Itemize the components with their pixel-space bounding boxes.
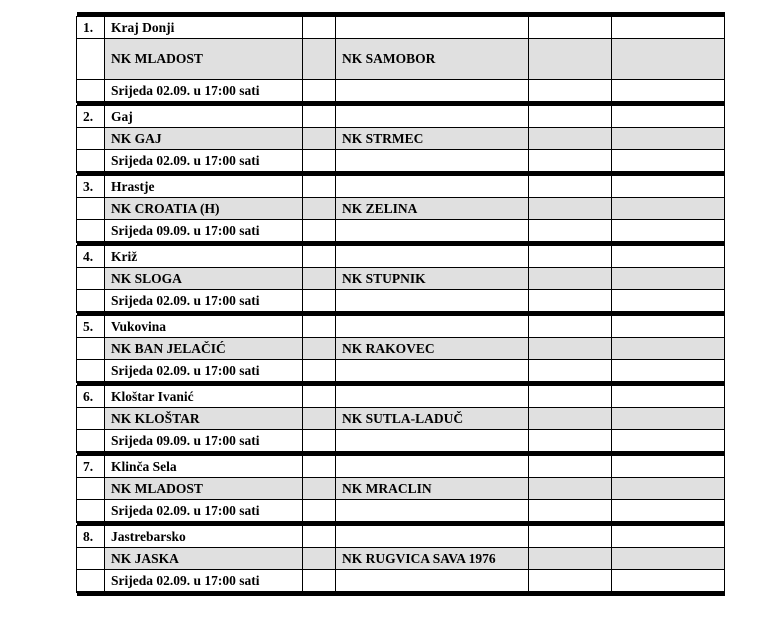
match-venue-row	[77, 106, 725, 128]
match-venue: Klinča Sela	[105, 456, 303, 478]
match-time-row	[77, 360, 725, 383]
match-number: 6.	[77, 386, 105, 408]
match-teams-row	[77, 128, 725, 150]
match-time: Srijeda 02.09. u 17:00 sati	[105, 500, 303, 523]
table-bottom-rule	[77, 592, 725, 596]
match-time: Srijeda 02.09. u 17:00 sati	[105, 290, 303, 313]
match-number: 1.	[77, 17, 105, 39]
match-time: Srijeda 02.09. u 17:00 sati	[105, 80, 303, 103]
away-team: NK ZELINA	[336, 198, 529, 220]
match-teams-row	[77, 338, 725, 360]
match-teams-row	[77, 268, 725, 290]
match-time: Srijeda 02.09. u 17:00 sati	[105, 150, 303, 173]
match-venue: Jastrebarsko	[105, 526, 303, 548]
match-venue: Kraj Donji	[105, 17, 303, 39]
match-number: 5.	[77, 316, 105, 338]
match-teams-row	[77, 548, 725, 570]
match-venue: Gaj	[105, 106, 303, 128]
home-team: NK MLADOST	[105, 478, 303, 500]
home-team: NK BAN JELAČIĆ	[105, 338, 303, 360]
match-teams-row	[77, 478, 725, 500]
match-venue-row	[77, 386, 725, 408]
home-team: NK KLOŠTAR	[105, 408, 303, 430]
match-venue-row	[77, 17, 725, 39]
match-time-row	[77, 290, 725, 313]
match-venue-row	[77, 526, 725, 548]
home-team: NK SLOGA	[105, 268, 303, 290]
match-venue: Vukovina	[105, 316, 303, 338]
away-team: NK RAKOVEC	[336, 338, 529, 360]
away-team: NK SUTLA-LADUČ	[336, 408, 529, 430]
match-time-row	[77, 150, 725, 173]
match-number: 3.	[77, 176, 105, 198]
match-time-row	[77, 500, 725, 523]
match-number: 8.	[77, 526, 105, 548]
match-venue-row	[77, 316, 725, 338]
home-team: NK CROATIA (H)	[105, 198, 303, 220]
match-time: Srijeda 02.09. u 17:00 sati	[105, 570, 303, 593]
home-team: NK GAJ	[105, 128, 303, 150]
match-time-row	[77, 570, 725, 593]
match-time: Srijeda 09.09. u 17:00 sati	[105, 220, 303, 243]
match-teams-row	[77, 198, 725, 220]
match-number: 2.	[77, 106, 105, 128]
match-venue-row	[77, 176, 725, 198]
match-time: Srijeda 02.09. u 17:00 sati	[105, 360, 303, 383]
match-venue: Križ	[105, 246, 303, 268]
match-venue: Kloštar Ivanić	[105, 386, 303, 408]
home-team: NK MLADOST	[105, 39, 303, 80]
match-teams-row	[77, 39, 725, 80]
match-time-row	[77, 430, 725, 453]
away-team: NK RUGVICA SAVA 1976	[336, 548, 529, 570]
fixtures-table	[76, 12, 725, 596]
match-venue-row	[77, 246, 725, 268]
away-team: NK STUPNIK	[336, 268, 529, 290]
match-number: 7.	[77, 456, 105, 478]
match-number: 4.	[77, 246, 105, 268]
match-venue: Hrastje	[105, 176, 303, 198]
fixtures-sheet	[76, 12, 724, 596]
match-time-row	[77, 220, 725, 243]
home-team: NK JASKA	[105, 548, 303, 570]
match-teams-row	[77, 408, 725, 430]
away-team: NK MRACLIN	[336, 478, 529, 500]
away-team: NK SAMOBOR	[336, 39, 529, 80]
away-team: NK STRMEC	[336, 128, 529, 150]
match-time-row	[77, 80, 725, 103]
match-venue-row	[77, 456, 725, 478]
match-time: Srijeda 09.09. u 17:00 sati	[105, 430, 303, 453]
